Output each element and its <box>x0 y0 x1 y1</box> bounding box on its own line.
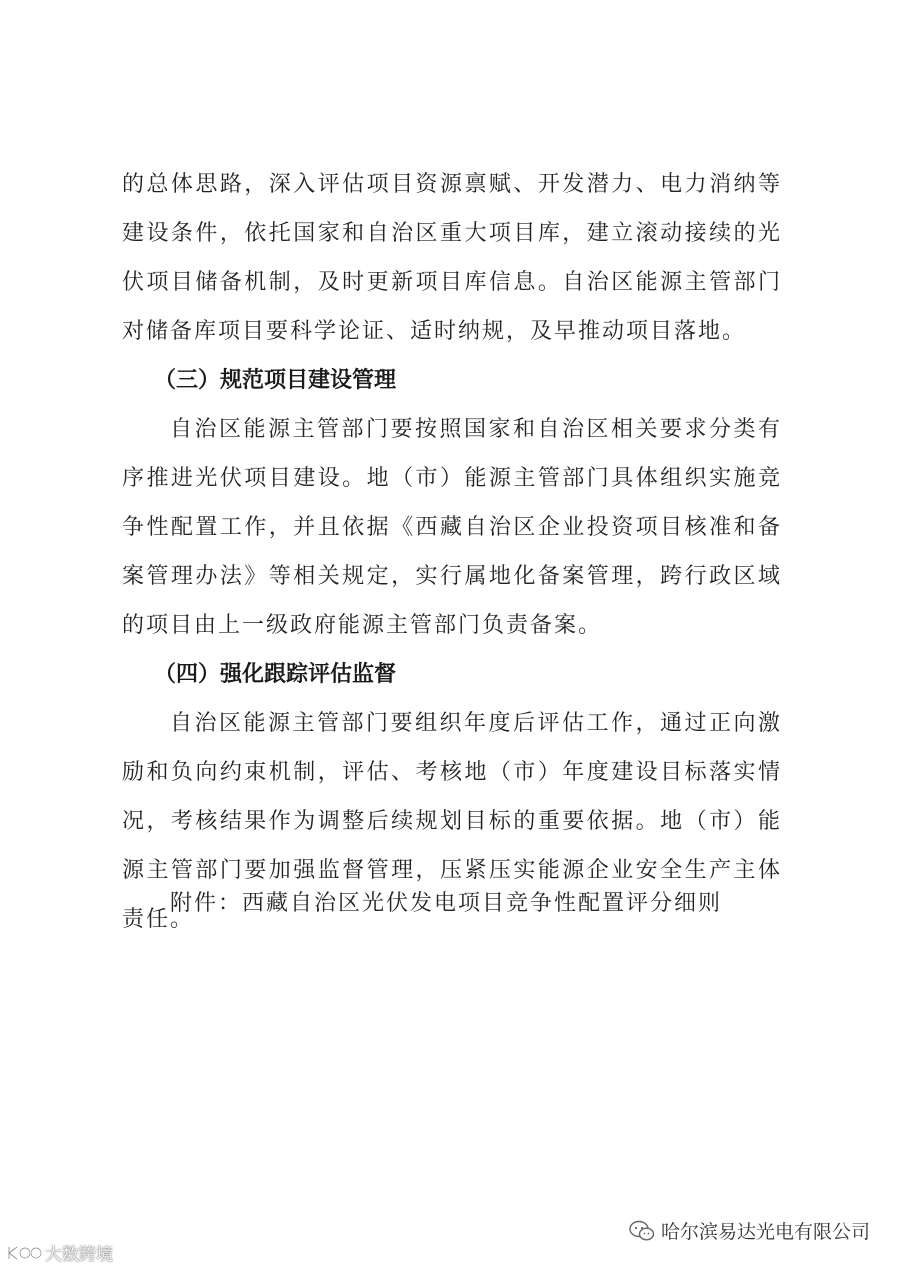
paragraph-line: 自治区能源主管部门要按照国家和自治区相关要求分类有 <box>170 417 782 442</box>
paragraph-line: 建设条件，依托国家和自治区重大项目库，建立滚动接续的光 <box>122 221 782 246</box>
paragraph-line: 自治区能源主管部门要组织年度后评估工作，通过正向激 <box>170 711 782 736</box>
paragraph-line: 责任。 <box>122 907 195 932</box>
paragraph-line: 的项目由上一级政府能源主管部门负责备案。 <box>122 613 603 638</box>
brand-logo-icon <box>6 1243 42 1263</box>
wechat-icon <box>629 1220 655 1242</box>
paragraph-line: 对储备库项目要科学论证、适时纳规，及早推动项目落地。 <box>122 319 747 344</box>
attachment-note: 附件：西藏自治区光伏发电项目竞争性配置评分细则 <box>170 891 723 916</box>
publisher-watermark <box>629 1217 870 1244</box>
publisher-name: 哈尔滨易达光电有限公司 <box>660 1221 870 1243</box>
paragraph-line: 案管理办法》等相关规定，实行属地化备案管理，跨行政区域 <box>122 564 782 589</box>
paragraph-line: 励和负向约束机制，评估、考核地（市）年度建设目标落实情 <box>122 760 782 785</box>
paragraph-line: 伏项目储备机制，及时更新项目库信息。自治区能源主管部门 <box>122 270 782 295</box>
paragraph-line: 的总体思路，深入评估项目资源禀赋、开发潜力、电力消纳等 <box>122 172 782 197</box>
section-heading-4: （四）强化跟踪评估监督 <box>154 662 397 687</box>
site-watermark-text: 大数跨境 <box>45 1245 113 1265</box>
paragraph-line: 序推进光伏项目建设。地（市）能源主管部门具体组织实施竞 <box>122 466 782 491</box>
section-heading-3: （三）规范项目建设管理 <box>154 368 397 393</box>
paragraph-line: 争性配置工作，并且依据《西藏自治区企业投资项目核准和备 <box>122 515 782 540</box>
site-watermark <box>6 1240 113 1265</box>
paragraph-line: 源主管部门要加强监督管理，压紧压实能源企业安全生产主体 <box>122 858 782 883</box>
document-body <box>122 160 782 944</box>
paragraph-line: 况，考核结果作为调整后续规划目标的重要依据。地（市）能 <box>122 809 782 834</box>
